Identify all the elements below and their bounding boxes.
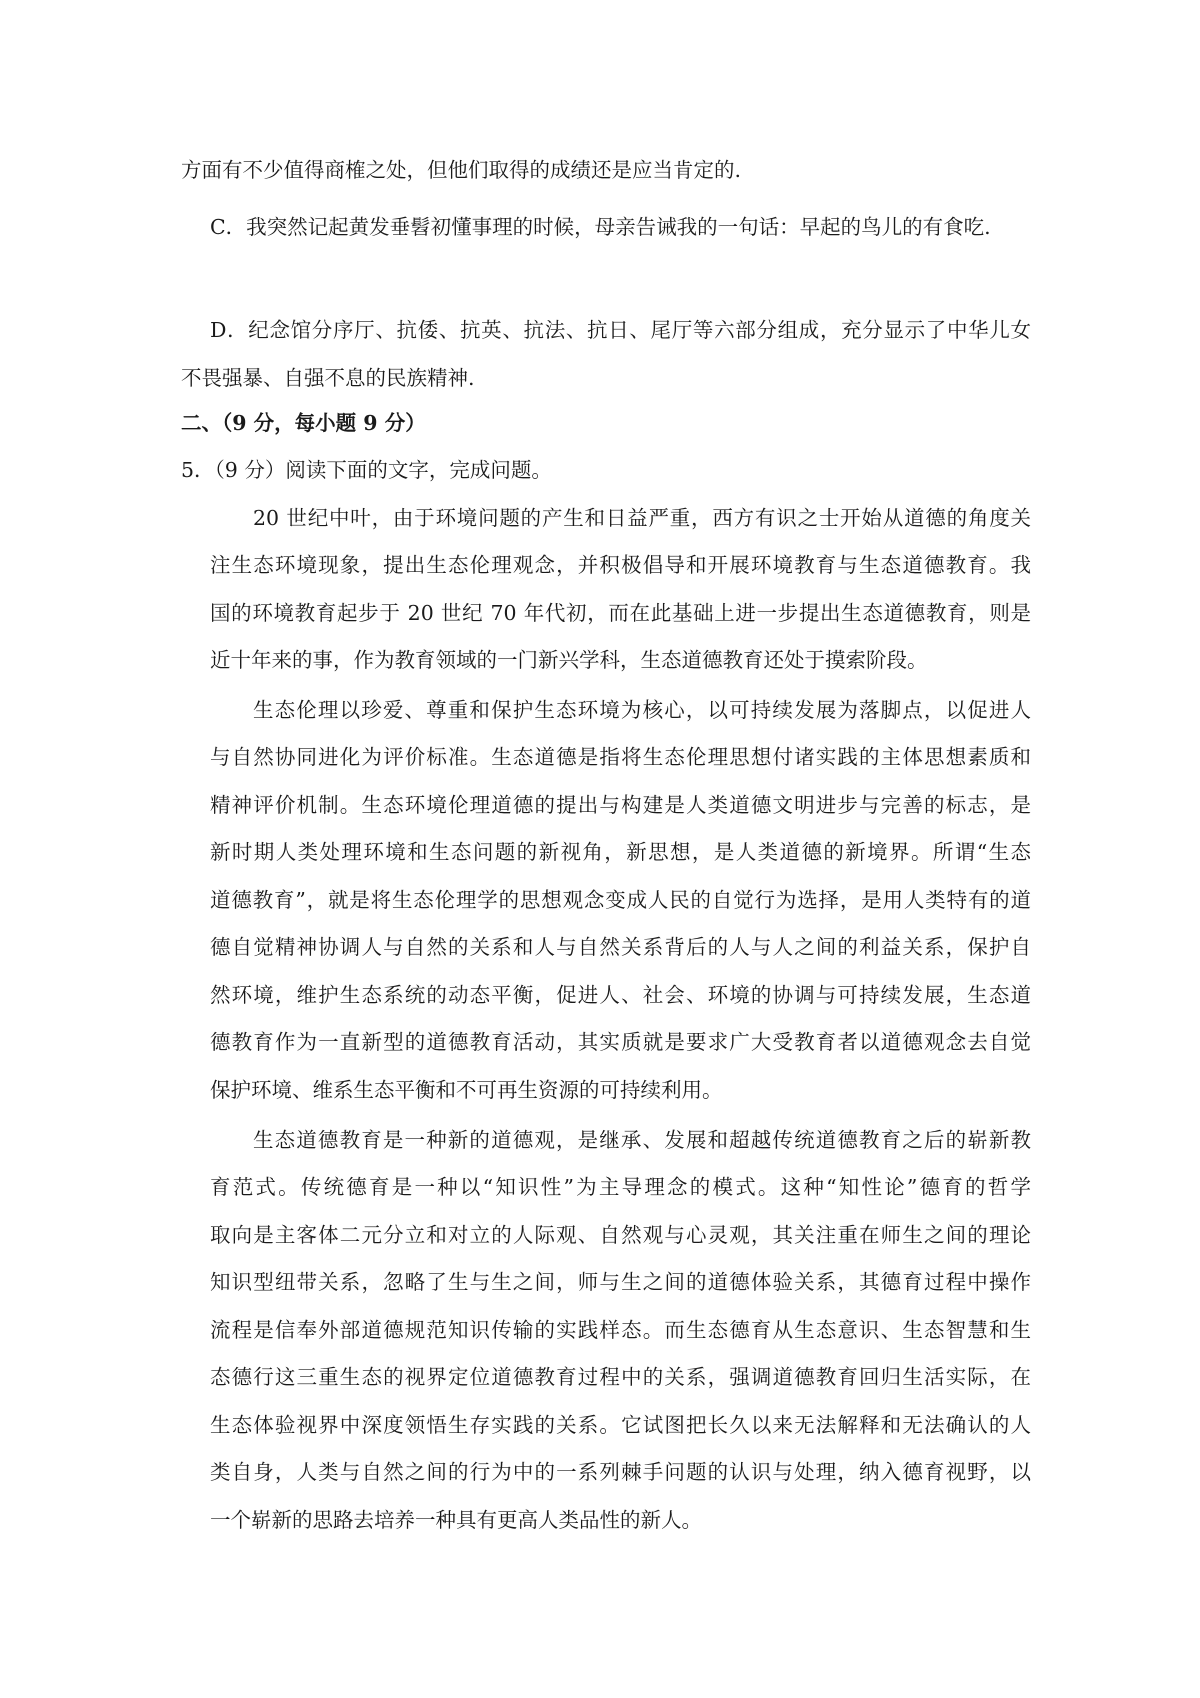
passage-line: 与自然协同进化为评价标准。生态道德是指将生态伦理思想付诸实践的主体思想素质和	[210, 745, 1031, 769]
passage-line: 然环境，维护生态系统的动态平衡，促进人、社会、环境的协调与可持续发展，生态道	[210, 983, 1031, 1007]
passage-line: 类自身，人类与自然之间的行为中的一系列棘手问题的认识与处理，纳入德育视野，以	[210, 1460, 1031, 1484]
passage-line: 德自觉精神协调人与自然的关系和人与自然关系背后的人与人之间的利益关系，保护自	[210, 935, 1031, 959]
passage-line: 知识型纽带关系，忽略了生与生之间，师与生之间的道德体验关系，其德育过程中操作	[210, 1270, 1031, 1294]
passage-line: 国的环境教育起步于 20 世纪 70 年代初，而在此基础上进一步提出生态道德教育，则是	[210, 601, 1031, 625]
passage-line: 20 世纪中叶，由于环境问题的产生和日益严重，西方有识之士开始从道德的角度关	[253, 506, 1031, 530]
passage-line: 道德教育”，就是将生态伦理学的思想观念变成人民的自觉行为选择，是用人类特有的道	[210, 888, 1031, 912]
carryover-line: 方面有不少值得商榷之处，但他们取得的成绩还是应当肯定的.	[181, 158, 742, 182]
passage-line: 生态伦理以珍爱、尊重和保护生态环境为核心，以可持续发展为落脚点，以促进人	[253, 698, 1031, 722]
option-c: C．我突然记起黄发垂髫初懂事理的时候，母亲告诫我的一句话：早起的鸟儿的有食吃.	[210, 215, 991, 239]
passage-line: 取向是主客体二元分立和对立的人际观、自然观与心灵观，其关注重在师生之间的理论	[210, 1223, 1031, 1247]
option-d-line-2: 不畏强暴、自强不息的民族精神.	[181, 366, 475, 390]
passage-line: 生态道德教育是一种新的道德观，是继承、发展和超越传统道德教育之后的崭新教	[253, 1128, 1031, 1152]
question-label: 5．（9 分）阅读下面的文字，完成问题。	[181, 458, 552, 482]
passage-line: 育范式。传统德育是一种以“知识性”为主导理念的模式。这种“知性论”德育的哲学	[210, 1175, 1031, 1199]
passage-line: 一个崭新的思路去培养一种具有更高人类品性的新人。	[210, 1508, 702, 1532]
section-heading: 二、（9 分，每小题 9 分）	[181, 411, 426, 435]
passage-line: 流程是信奉外部道德规范知识传输的实践样态。而生态德育从生态意识、生态智慧和生	[210, 1318, 1031, 1342]
passage-line: 态德行这三重生态的视界定位道德教育过程中的关系，强调道德教育回归生活实际，在	[210, 1365, 1031, 1389]
passage-line: 近十年来的事，作为教育领域的一门新兴学科，生态道德教育还处于摸索阶段。	[210, 648, 928, 672]
passage-line: 德教育作为一直新型的道德教育活动，其实质就是要求广大受教育者以道德观念去自觉	[210, 1030, 1031, 1054]
passage-line: 精神评价机制。生态环境伦理道德的提出与构建是人类道德文明进步与完善的标志，是	[210, 793, 1031, 817]
passage-line: 生态体验视界中深度领悟生存实践的关系。它试图把长久以来无法解释和无法确认的人	[210, 1413, 1031, 1437]
option-d-line-1: D．纪念馆分序厅、抗倭、抗英、抗法、抗日、尾厅等六部分组成，充分显示了中华儿女	[210, 318, 1031, 342]
passage-line: 新时期人类处理环境和生态问题的新视角，新思想，是人类道德的新境界。所谓“生态	[210, 840, 1031, 864]
passage-line: 保护环境、维系生态平衡和不可再生资源的可持续利用。	[210, 1078, 723, 1102]
passage-line: 注生态环境现象，提出生态伦理观念，并积极倡导和开展环境教育与生态道德教育。我	[210, 553, 1031, 577]
